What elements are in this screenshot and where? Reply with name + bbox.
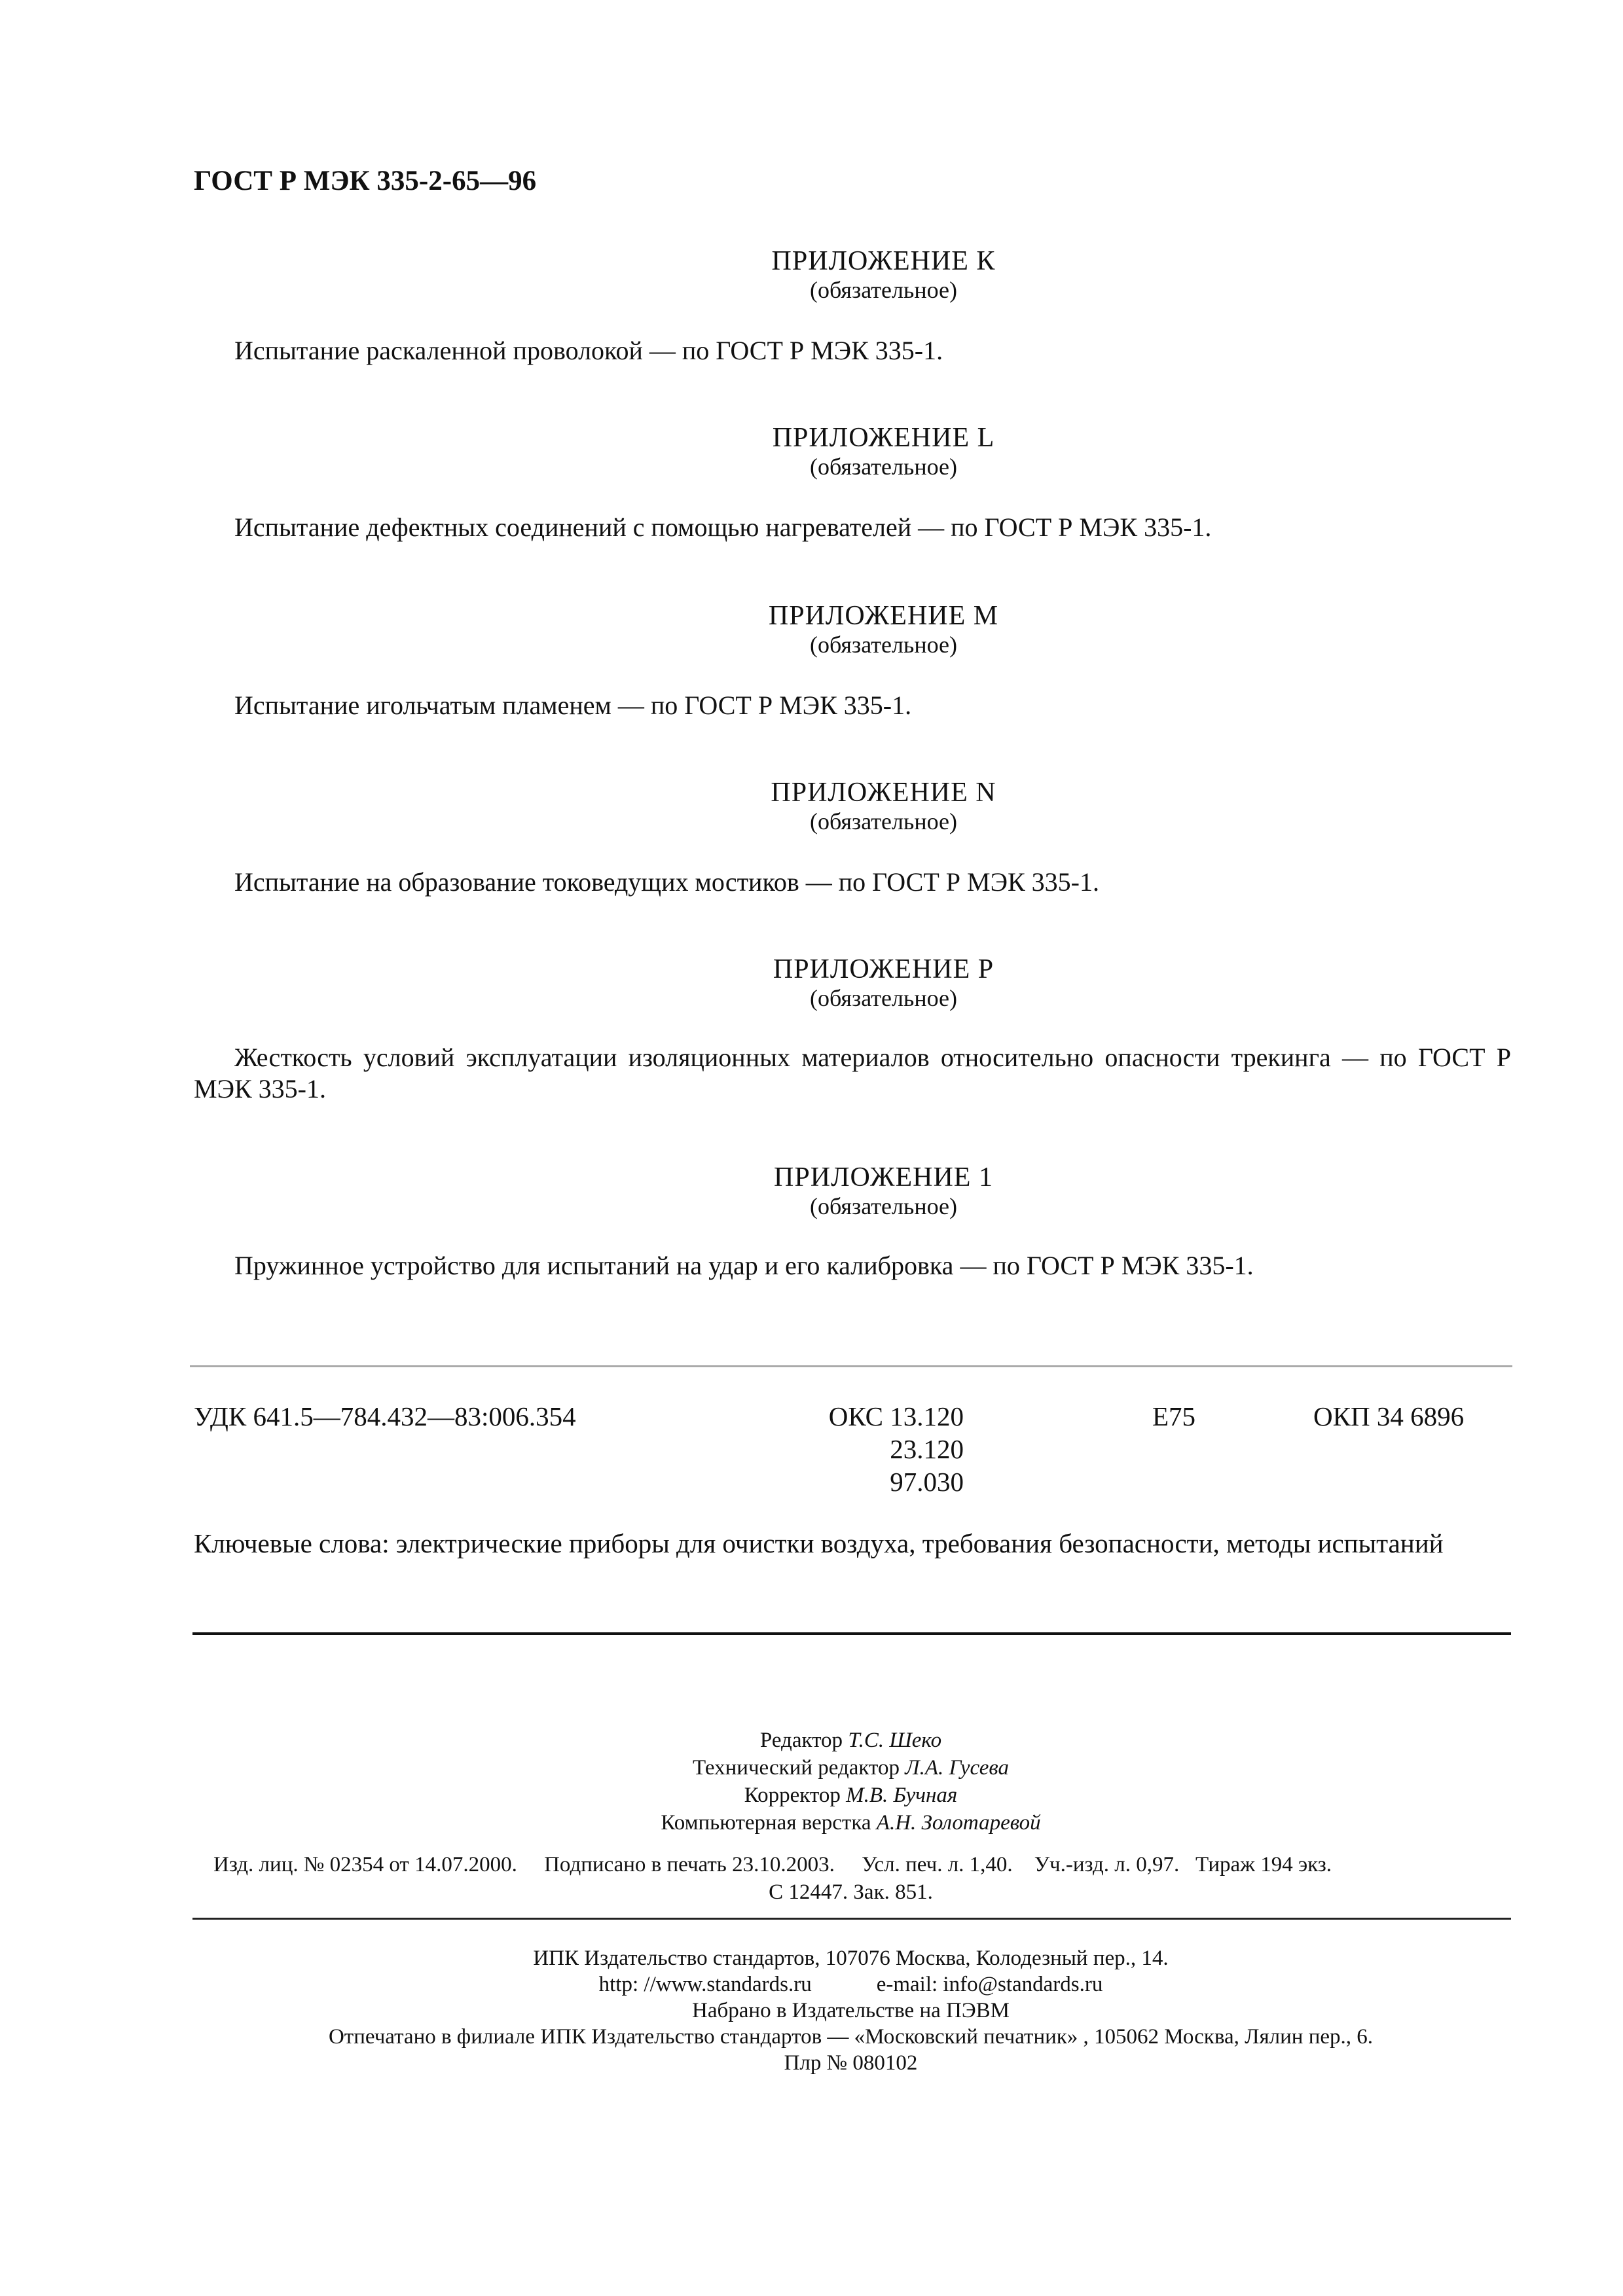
appendix-note: (обязательное) [810,808,957,834]
appendix-note: (обязательное) [810,1193,957,1219]
appendix-text: Пружинное устройство для испытаний на удар и его калибровка — по ГОСТ Р МЭК 335-1. [234,1251,1254,1280]
credit-editor [79,1727,1623,1754]
order-info: С 12447. Зак. 851. [769,1880,933,1904]
appendix-title: ПРИЛОЖЕНИЕ N [771,778,996,808]
credit-corrector [79,1782,1623,1809]
credit-label: Корректор [744,1784,841,1807]
appendix-title: ПРИЛОЖЕНИЕ M [768,601,999,631]
document-code: ГОСТ Р МЭК 335-2-65—96 [194,166,537,196]
appendix-text: Испытание раскаленной проволокой — по ГОСТ Р МЭК 335-1. [234,336,943,365]
appendix-1-heading [0,1162,1623,1220]
credit-name: Л.А. Гусева [905,1756,1009,1780]
appendix-k-heading [0,246,1623,304]
credit-name: А.Н. Золотаревой [876,1811,1041,1835]
appendix-note: (обязательное) [810,277,957,303]
divider-bottom [192,1918,1511,1920]
group-code: Е75 [1152,1401,1196,1431]
appendix-text: Испытание дефектных соединений с помощью нагревателей — по ГОСТ Р МЭК 335-1. [234,512,1212,542]
license-info: Изд. лиц. № 02354 от 14.07.2000. [213,1853,517,1876]
appendix-title: ПРИЛОЖЕНИЕ К [771,246,996,276]
plr-number: Плр № 080102 [784,2051,918,2075]
udk-code: УДК 641.5—784.432—83:006.354 [194,1401,576,1431]
oks-code-1: ОКС 13.120 [828,1401,964,1431]
pub-sheets: Уч.-изд. л. 0,97. [1034,1853,1180,1876]
print-run: Тираж 194 экз. [1195,1853,1332,1876]
appendix-text: Жесткость условий эксплуатации изоляционных материалов относительно опасности трекинга — по ГОСТ Р МЭК 335-1. [194,1043,1511,1103]
credit-name: Т.С. Шеко [848,1729,942,1752]
divider-top [190,1365,1512,1367]
print-sheets: Усл. печ. л. 1,40. [862,1853,1013,1876]
appendix-l-heading [0,423,1623,480]
okp-code: ОКП 34 6896 [1313,1401,1465,1431]
oks-code-3: 97.030 [890,1467,964,1497]
appendix-text: Испытание на образование токоведущих мостиков — по ГОСТ Р МЭК 335-1. [234,867,1099,897]
appendix-note: (обязательное) [810,454,957,480]
appendix-note: (обязательное) [810,985,957,1011]
appendix-text: Испытание игольчатым пламенем — по ГОСТ Р МЭК 335-1. [234,691,912,720]
credits [0,1727,1623,1837]
printed-info: Отпечатано в филиале ИПК Издательство стандартов — «Московский печатник» , 105062 Москва, Лялин пер., 6. [328,2025,1374,2049]
signed-info: Подписано в печать 23.10.2003. [544,1853,835,1876]
oks-code-2: 23.120 [890,1434,964,1464]
appendix-title: ПРИЛОЖЕНИЕ Р [773,954,994,984]
credit-layout [79,1809,1623,1837]
credit-label: Компьютерная верстка [661,1811,871,1835]
appendix-p-heading [0,954,1623,1012]
appendix-note: (обязательное) [810,632,957,658]
credit-tech-editor [79,1754,1623,1782]
appendix-m-heading [0,601,1623,658]
divider-thick [192,1632,1511,1635]
credit-label: Редактор [759,1729,843,1752]
appendix-title: ПРИЛОЖЕНИЕ 1 [774,1162,993,1193]
publisher-website: http: //www.standards.ru [598,1973,812,1996]
appendix-n-heading [0,778,1623,835]
typeset-info: Набрано в Издательстве на ПЭВМ [692,1999,1010,2022]
publisher-contacts [79,1971,1623,1998]
keywords: Ключевые слова: электрические приборы для очистки воздуха, требования безопасности, методы испытаний [194,1528,1444,1558]
publisher-email: e-mail: info@standards.ru [876,1973,1103,1996]
credit-label: Технический редактор [693,1756,900,1780]
publisher-address: ИПК Издательство стандартов, 107076 Москва, Колодезный пер., 14. [533,1946,1169,1970]
appendix-title: ПРИЛОЖЕНИЕ L [772,423,995,453]
publisher-info [0,1945,1623,2076]
imprint-line-1 [213,1851,1531,1878]
credit-name: М.В. Бучная [846,1784,958,1807]
